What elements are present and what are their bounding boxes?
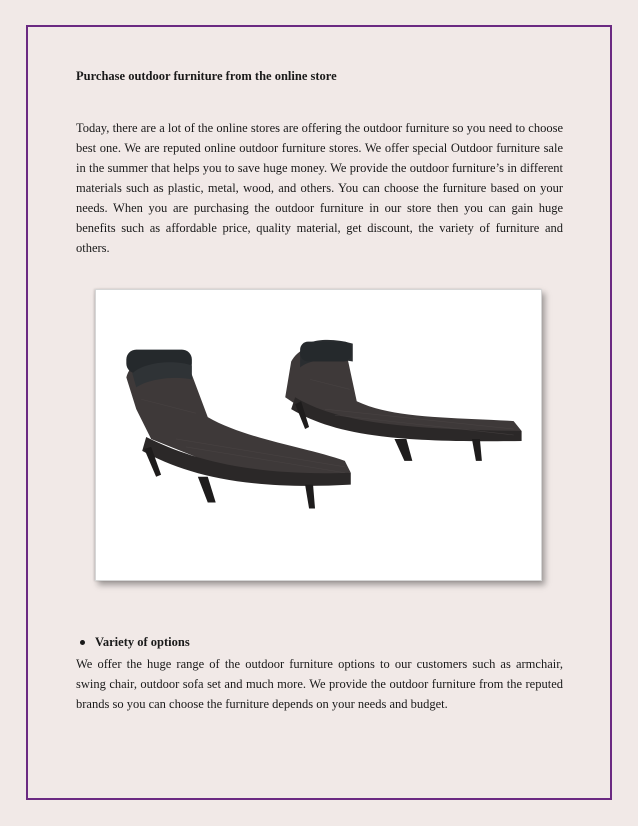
options-paragraph: We offer the huge range of the outdoor furniture options to our customers such as armchair, swing chair, outdoor sofa set and much more. We provide the outdoor furniture from the reputed brands so you can choose the furniture depends on your needs and budget. xyxy=(76,657,563,711)
intro-paragraph: Today, there are a lot of the online stores are offering the outdoor furniture so you need to choose best one. We are reputed online outdoor furniture stores. We offer special Outdoor furniture sale in the summer that helps you to save huge money. We provide the outdoor furniture’s in different materials such as plastic, metal, wood, and others. You can choose the furniture based on your needs. When you are purchasing the outdoor furniture in our store then you can gain huge benefits such as affordable price, quality material, get discount, the variety of furniture and others. xyxy=(76,121,563,255)
bullet-icon xyxy=(80,640,85,645)
section-heading: Purchase outdoor furniture from the online store xyxy=(76,69,337,83)
bullet-item-variety xyxy=(76,632,190,652)
lounge-chairs-illustration xyxy=(96,290,541,580)
bullet-heading-text: Variety of options xyxy=(95,635,190,649)
lounge-chairs-photo xyxy=(95,289,542,581)
chair-back xyxy=(285,340,521,461)
